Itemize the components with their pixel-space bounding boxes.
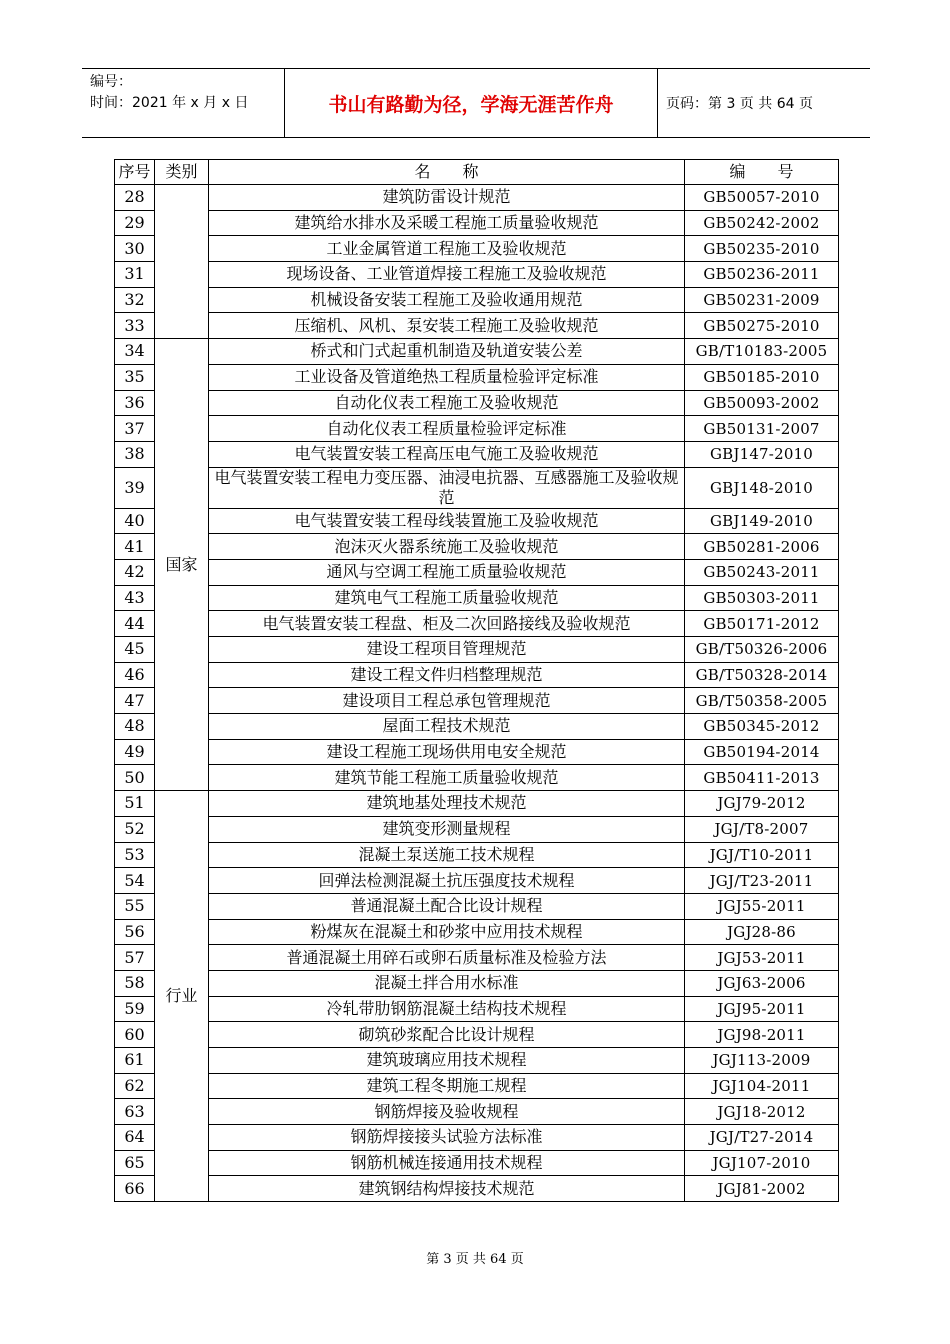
standard-name: 建筑工程冬期施工规程 [209,1073,685,1099]
row-number: 50 [115,765,155,791]
standard-code: GB50194-2014 [685,739,839,765]
row-number: 43 [115,585,155,611]
standard-code: GB50236-2011 [685,262,839,288]
table-row [115,791,839,817]
row-number: 41 [115,534,155,560]
table-row [115,467,839,508]
standard-name: 屋面工程技术规范 [209,714,685,740]
standard-code: GB50345-2012 [685,714,839,740]
standard-code: GBJ147-2010 [685,441,839,467]
standard-name: 工业金属管道工程施工及验收规范 [209,236,685,262]
standard-code: JGJ113-2009 [685,1048,839,1074]
time-label: 时间：2021 年 x 月 x 日 [90,95,249,111]
row-number: 42 [115,559,155,585]
row-number: 65 [115,1150,155,1176]
standard-name: 钢筋焊接接头试验方法标准 [209,1125,685,1151]
standard-code: GB50303-2011 [685,585,839,611]
standard-name: 混凝土拌合用水标准 [209,970,685,996]
category-cell: 行业 [155,791,209,1202]
standard-name: 泡沫灭火器系统施工及验收规范 [209,534,685,560]
row-number: 38 [115,441,155,467]
standard-name: 建筑地基处理技术规范 [209,791,685,817]
row-number: 36 [115,390,155,416]
row-number: 52 [115,816,155,842]
standard-name: 工业设备及管道绝热工程质量检验评定标准 [209,364,685,390]
standard-name: 建筑钢结构焊接技术规范 [209,1176,685,1202]
standard-name: 冷轧带肋钢筋混凝土结构技术规程 [209,996,685,1022]
standard-code: JGJ53-2011 [685,945,839,971]
table-row [115,611,839,637]
standard-code: GB50171-2012 [685,611,839,637]
header-page-info: 页码：第 3 页 共 64 页 [666,96,813,112]
standard-name: 通风与空调工程施工质量验收规范 [209,559,685,585]
table-row [115,662,839,688]
standard-name: 建设工程文件归档整理规范 [209,662,685,688]
table-row [115,1125,839,1151]
serial-label: 编号： [90,74,132,90]
standard-code: GB/T10183-2005 [685,339,839,365]
row-number: 37 [115,416,155,442]
standard-code: JGJ/T8-2007 [685,816,839,842]
row-number: 58 [115,970,155,996]
standard-code: GB/T50328-2014 [685,662,839,688]
standard-code: GB50411-2013 [685,765,839,791]
standard-name: 电气装置安装工程电力变压器、油浸电抗器、互感器施工及验收规范 [209,467,685,508]
standard-code: GB50243-2011 [685,559,839,585]
row-number: 30 [115,236,155,262]
standard-name: 回弹法检测混凝土抗压强度技术规程 [209,868,685,894]
page-footer: 第 3 页 共 64 页 [426,1252,524,1267]
table-row [115,287,839,313]
col-header-name: 名 称 [209,160,685,185]
standard-name: 自动化仪表工程施工及验收规范 [209,390,685,416]
row-number: 49 [115,739,155,765]
standard-code: GB50057-2010 [685,185,839,211]
table-row [115,559,839,585]
standard-name: 钢筋机械连接通用技术规程 [209,1150,685,1176]
table-row [115,970,839,996]
standard-name: 电气装置安装工程盘、柜及二次回路接线及验收规范 [209,611,685,637]
standard-name: 建设工程项目管理规范 [209,637,685,663]
col-header-category: 类别 [155,160,209,185]
category-cell [155,185,209,339]
standard-name: 建筑防雷设计规范 [209,185,685,211]
table-row [115,313,839,339]
table-row [115,416,839,442]
table-row [115,765,839,791]
standard-code: JGJ107-2010 [685,1150,839,1176]
standard-code: GB50281-2006 [685,534,839,560]
standard-name: 桥式和门式起重机制造及轨道安装公差 [209,339,685,365]
table-row [115,1176,839,1202]
table-row [115,262,839,288]
standard-code: JGJ/T27-2014 [685,1125,839,1151]
row-number: 28 [115,185,155,211]
table-row [115,893,839,919]
row-number: 31 [115,262,155,288]
standard-code: GBJ148-2010 [685,467,839,508]
table-row [115,996,839,1022]
table-row [115,1022,839,1048]
row-number: 40 [115,508,155,534]
standard-code: GBJ149-2010 [685,508,839,534]
standard-name: 自动化仪表工程质量检验评定标准 [209,416,685,442]
table-header-row [115,160,839,185]
standard-name: 建筑电气工程施工质量验收规范 [209,585,685,611]
standard-name: 压缩机、风机、泵安装工程施工及验收规范 [209,313,685,339]
standard-code: JGJ95-2011 [685,996,839,1022]
category-cell: 国家 [155,339,209,791]
table-row [115,441,839,467]
standard-code: JGJ18-2012 [685,1099,839,1125]
standard-code: GB50131-2007 [685,416,839,442]
row-number: 45 [115,637,155,663]
row-number: 53 [115,842,155,868]
standard-name: 砌筑砂浆配合比设计规程 [209,1022,685,1048]
standard-name: 建筑玻璃应用技术规程 [209,1048,685,1074]
standard-name: 电气装置安装工程母线装置施工及验收规范 [209,508,685,534]
table-row [115,945,839,971]
standard-name: 普通混凝土配合比设计规程 [209,893,685,919]
table-row [115,236,839,262]
table-row [115,185,839,211]
standard-name: 建筑节能工程施工质量验收规范 [209,765,685,791]
row-number: 66 [115,1176,155,1202]
standard-name: 建筑给水排水及采暖工程施工质量验收规范 [209,210,685,236]
table-row [115,585,839,611]
table-row [115,390,839,416]
standard-name: 混凝土泵送施工技术规程 [209,842,685,868]
standard-name: 钢筋焊接及验收规程 [209,1099,685,1125]
table-row [115,364,839,390]
standard-code: GB/T50326-2006 [685,637,839,663]
table-row [115,1048,839,1074]
standard-name: 建设工程施工现场供用电安全规范 [209,739,685,765]
table-row [115,1150,839,1176]
row-number: 51 [115,791,155,817]
row-number: 57 [115,945,155,971]
table-row [115,816,839,842]
row-number: 39 [115,467,155,508]
row-number: 59 [115,996,155,1022]
table-row [115,637,839,663]
standard-name: 普通混凝土用碎石或卵石质量标准及检验方法 [209,945,685,971]
standard-code: GB50242-2002 [685,210,839,236]
table-row [115,1073,839,1099]
table-row [115,339,839,365]
row-number: 32 [115,287,155,313]
row-number: 61 [115,1048,155,1074]
row-number: 44 [115,611,155,637]
row-number: 56 [115,919,155,945]
standard-code: JGJ98-2011 [685,1022,839,1048]
row-number: 63 [115,1099,155,1125]
table-row [115,739,839,765]
standard-code: GB50093-2002 [685,390,839,416]
standard-code: JGJ55-2011 [685,893,839,919]
standard-code: JGJ81-2002 [685,1176,839,1202]
table-row [115,1099,839,1125]
table-row [115,688,839,714]
table-body [115,185,839,1202]
row-number: 60 [115,1022,155,1048]
table-row [115,842,839,868]
standard-code: JGJ63-2006 [685,970,839,996]
standard-name: 机械设备安装工程施工及验收通用规范 [209,287,685,313]
standard-code: JGJ28-86 [685,919,839,945]
table-row [115,210,839,236]
standard-name: 建筑变形测量规程 [209,816,685,842]
table-row [115,919,839,945]
standard-name: 建设项目工程总承包管理规范 [209,688,685,714]
standard-code: GB/T50358-2005 [685,688,839,714]
header-motto: 书山有路勤为径，学海无涯苦作舟 [284,69,658,137]
row-number: 54 [115,868,155,894]
table-row [115,714,839,740]
row-number: 35 [115,364,155,390]
row-number: 64 [115,1125,155,1151]
standard-code: GB50235-2010 [685,236,839,262]
standard-code: GB50231-2009 [685,287,839,313]
row-number: 33 [115,313,155,339]
standard-code: JGJ104-2011 [685,1073,839,1099]
row-number: 48 [115,714,155,740]
row-number: 29 [115,210,155,236]
standard-code: JGJ/T23-2011 [685,868,839,894]
table-row [115,508,839,534]
standard-code: GB50185-2010 [685,364,839,390]
col-header-no: 序号 [115,160,155,185]
standard-name: 现场设备、工业管道焊接工程施工及验收规范 [209,262,685,288]
col-header-code: 编 号 [685,160,839,185]
standard-code: GB50275-2010 [685,313,839,339]
table-row [115,534,839,560]
standard-name: 电气装置安装工程高压电气施工及验收规范 [209,441,685,467]
header-meta [82,69,284,137]
row-number: 47 [115,688,155,714]
table-row [115,868,839,894]
standard-code: JGJ/T10-2011 [685,842,839,868]
row-number: 55 [115,893,155,919]
row-number: 46 [115,662,155,688]
standards-table [114,159,839,1202]
row-number: 62 [115,1073,155,1099]
standard-code: JGJ79-2012 [685,791,839,817]
standard-name: 粉煤灰在混凝土和砂浆中应用技术规程 [209,919,685,945]
page-header [82,68,870,138]
row-number: 34 [115,339,155,365]
